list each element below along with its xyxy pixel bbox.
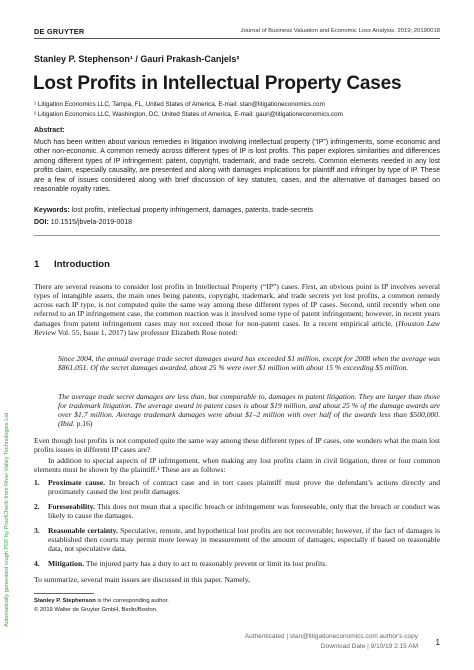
journal-citation: Journal of Business Valuation and Economic Loss Analysis. 2019; 20190018: [240, 28, 440, 34]
citation-journal: Houston Law Review: [34, 318, 440, 337]
footnote-copyright: © 2019 Walter de Gruyter GmbH, Berlin/Boston.: [34, 607, 158, 613]
publisher-name: DE GRUYTER: [34, 27, 85, 36]
footer-authenticated: Authenticated | stan@litigationeconomics.com author's copy: [244, 633, 418, 640]
list-item-text: Speculative, remote, and hypothetical lost profits are not recoverable; however, if the fact of damages is established then courts may permit more leeway in measurement of the amount of damages, especially if based on reasonable data, not speculative data.: [48, 526, 440, 554]
footnote-author: [34, 598, 169, 604]
doi-line: [34, 219, 132, 226]
section-heading: [34, 259, 110, 270]
side-watermark: [3, 405, 11, 635]
blockquote-1: Since 2004, the annual average trade secret damages award has exceeded $1 million, except for 2008 when the average was $861,051. Of the secret damages awarded, about 25 % were over $1 million with about 15 % exceeding $5 million.: [58, 354, 440, 373]
abstract-rule: [34, 235, 440, 236]
blockquote-2: [58, 392, 440, 429]
footer-download-date: Download Date | 9/10/19 2:15 AM: [320, 643, 418, 650]
paragraph-2: Even though lost profits is not computed quite the same way among these different types of IP cases, one wonders what the main lost profits issues in different IP cases are?: [34, 436, 440, 455]
page-number: 1: [435, 638, 440, 647]
keywords-label: Keywords:: [34, 207, 70, 214]
list-item-text: In breach of contract case and in tort cases plaintiff must prove the defendant’s actions directly and proximately caused the lost profit damages.: [48, 478, 440, 497]
paragraph-4: To summarize, several main issues are discussed in this paper. Namely,: [34, 575, 250, 584]
list-item: [34, 478, 440, 496]
paper-title: Lost Profits in Intellectual Property Cases: [33, 73, 402, 94]
section-number: 1: [34, 259, 40, 270]
list-item: [34, 559, 440, 568]
doi-label: DOI:: [34, 219, 49, 226]
footnote-rule: [34, 593, 94, 594]
doi-link[interactable]: 10.1515/jbvela-2019-0018: [50, 219, 133, 226]
list-item-lead: Mitigation.: [48, 559, 85, 568]
blockquote-2-text: The average trade secret damages are less than, but comparable to, damages in patent litigation. They are larger than those for trademark litigation. The average award in patent cases is about $19 million, and about 25 % of the damage awards are over $1.7 million. Average trademark damages were about $1–2 million with over half of the awards less than $500,000. (: [58, 392, 440, 429]
keywords-text: lost profits, intellectual property infringement, damages, patents, trade-secrets: [71, 207, 313, 214]
list-item: [34, 502, 440, 520]
section-title: Introduction: [54, 259, 110, 270]
affiliation-2: ² Litigation Economics LLC, Washington, DC, United States of America, E-mail: gauri@litigationeconomics.com: [34, 111, 343, 118]
keywords-line: [34, 207, 440, 214]
side-watermark-text: Automatically generated rough PDF by ProofCheck from River Valley Technologies Ltd: [4, 412, 10, 628]
paragraph-3: In addition to special aspects of IP infringement, when making any lost profits claim in civil litigation, three or four common elements must be shown by the plaintiff.¹ These are as follows:: [34, 456, 440, 475]
list-item-text: The injured party has a duty to act to reasonably prevent or limit its lost profits.: [84, 559, 328, 568]
list-item-lead: Proximate cause.: [48, 478, 106, 487]
paragraph-intro: [34, 282, 440, 337]
list-item: [34, 526, 440, 553]
blockquote-2-end: p.16): [74, 419, 93, 429]
list-item-lead: Foreseeability.: [48, 502, 95, 511]
list-item-number: 3.: [34, 526, 40, 535]
paragraph-intro-end: Vol. 55, Issue 1, 2017) law professor Elizabeth Rose noted:: [55, 327, 238, 337]
author-line: Stanley P. Stephenson¹ / Gauri Prakash-Canjels²: [34, 54, 240, 64]
header-rule: [34, 38, 440, 39]
list-item-number: 1.: [34, 478, 40, 487]
list-item-lead: Reasonable certainty.: [48, 526, 118, 535]
list-item-number: 4.: [34, 559, 40, 568]
list-item-text: This does not mean that a specific breach or infringement was foreseeable, only that the breach or conduct was likely to cause the damages.: [48, 502, 440, 521]
list-item-number: 2.: [34, 502, 40, 511]
footnote-author-name: Stanley P. Stephenson: [34, 598, 96, 604]
affiliation-1: ¹ Litigation Economics LLC, Tampa, FL, United States of America, E-mail: stan@litigationeconomics.com: [34, 101, 325, 108]
abstract-text: Much has been written about various remedies in litigation involving intellectual property (“IP”) infringements, some economic and other non-economic. A common remedy across different types of IP is lost profits. This paper explores similarities and differences among different types of IP infringement: patent, copyright, trademark, and trade secrets. Common elements needed in any lost profits claim, especially causality, are presented and along with damages implications for plaintiff and infringer by type of IP. These are a few of issues considered along with brief discussion of key statutes, cases, and the alternative of damages based on reasonable royalty rates.: [34, 139, 440, 194]
footnote-author-note: is the corresponding author.: [95, 598, 169, 604]
abstract-heading: Abstract:: [34, 127, 65, 134]
paragraph-intro-text: There are several reasons to consider lost profits in Intellectual Property (“IP”) cases. First, an obvious point is IP involves several types of intangible assets, the main ones being patents, copyright, trademark, and trade secrets yet lost profits, a common remedy across each IP type, is not computed quite the same way among these different types of IP cases. Second, until recently when one referred to an IP infringement case, the common reaction was it involved some type of patent infringement; however, in recent years damages from patent infringement cases may not exceed those for non-patent cases. In a recent empirical article, (: [34, 282, 440, 328]
blockquote-2-ibid: Ibid.: [60, 419, 75, 429]
